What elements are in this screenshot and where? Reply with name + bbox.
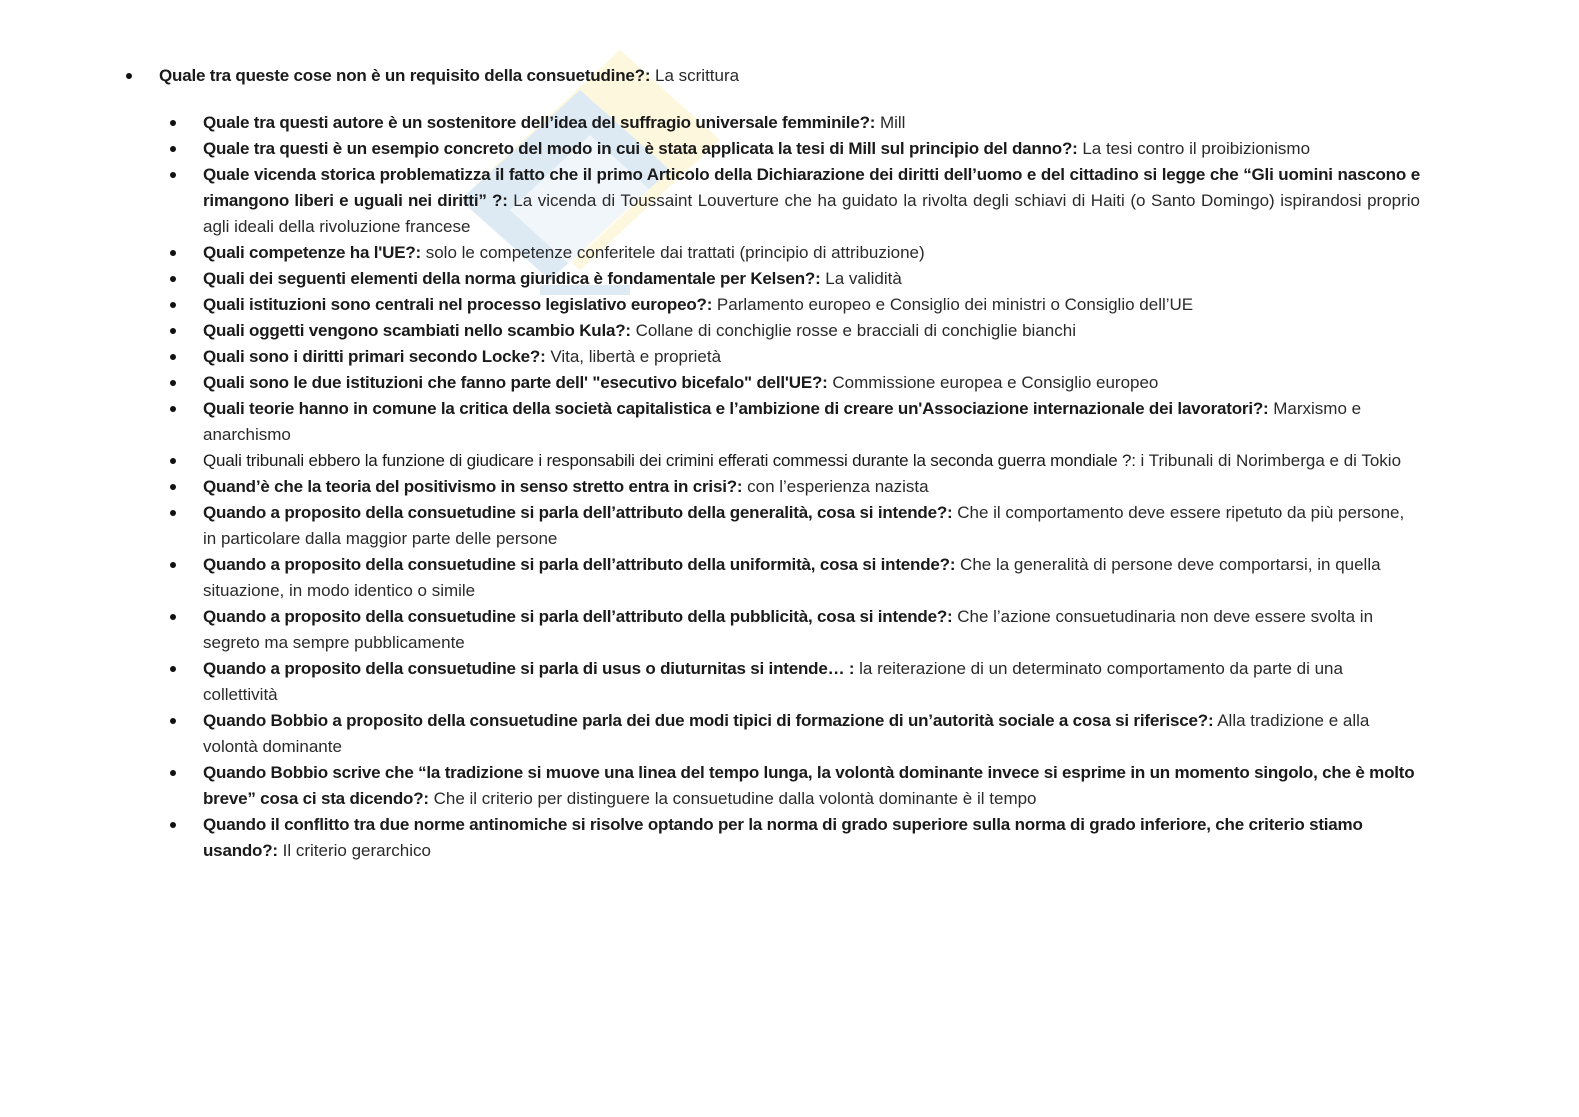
question-list [170, 110, 1420, 864]
answer-text: La scrittura [650, 66, 740, 85]
list-item [170, 162, 1420, 240]
list-item [126, 63, 1426, 89]
answer-text: Che l’azione consuetudinaria non deve essere svolta in segreto ma sempre pubblicamente [203, 607, 1374, 652]
question-text: Quando a proposito della consuetudine si parla dell’attributo della generalità, cosa si intende?: [203, 503, 953, 522]
bullet-icon [170, 406, 176, 412]
question-text: Quale tra questi è un esempio concreto del modo in cui è stata applicata la tesi di Mill sul principio del danno?: [203, 139, 1078, 158]
bullet-icon [170, 510, 176, 516]
question-text: Quando a proposito della consuetudine si parla dell’attributo della uniformità, cosa si intende?: [203, 555, 956, 574]
question-text: Quand’è che la teoria del positivismo in senso stretto entra in crisi?: [203, 477, 743, 496]
question-text: Quali sono le due istituzioni che fanno parte dell' "esecutivo bicefalo" dell'UE?: [203, 373, 828, 392]
bullet-icon [126, 73, 132, 79]
list-item [170, 344, 1420, 370]
question-text: Quale tra queste cose non è un requisito della consuetudine?: [159, 66, 651, 85]
question-text: Quali competenze ha l'UE?: [203, 243, 421, 262]
question-text: Quali oggetti vengono scambiati nello scambio Kula?: [203, 321, 631, 340]
answer-text: Commissione europea e Consiglio europeo [827, 373, 1159, 392]
answer-text: la reiterazione di un determinato comportamento da parte di una collettività [203, 659, 1343, 704]
bullet-icon [170, 770, 176, 776]
answer-text: Che il comportamento deve essere ripetuto da più persone, in particolare dalla maggior parte delle persone [203, 503, 1405, 548]
list-item [170, 318, 1420, 344]
list-item [170, 136, 1420, 162]
list-item [170, 240, 1420, 266]
bullet-icon [170, 146, 176, 152]
question-text: Quali dei seguenti elementi della norma giuridica è fondamentale per Kelsen?: [203, 269, 821, 288]
answer-text: Collane di conchiglie rosse e bracciali di conchiglie bianchi [630, 321, 1076, 340]
bullet-icon [170, 250, 176, 256]
answer-text: Parlamento europeo e Consiglio dei ministri o Consiglio dell’UE [712, 295, 1194, 314]
question-text: Quali sono i diritti primari secondo Locke?: [203, 347, 546, 366]
answer-text: Che la generalità di persone deve comportarsi, in quella situazione, in modo identico o simile [203, 555, 1381, 600]
answer-text: La tesi contro il proibizionismo [1077, 139, 1311, 158]
bullet-icon [170, 354, 176, 360]
list-item [170, 656, 1420, 708]
question-text: Quando a proposito della consuetudine si parla dell’attributo della pubblicità, cosa si intende?: [203, 607, 953, 626]
list-item [170, 266, 1420, 292]
question-text: Quando Bobbio a proposito della consuetudine parla dei due modi tipici di formazione di un’autorità sociale a cosa si riferisce?: [203, 711, 1214, 730]
answer-text: Marxismo e anarchismo [203, 399, 1362, 444]
list-item [170, 760, 1420, 812]
list-item [170, 708, 1420, 760]
bullet-icon [170, 120, 176, 126]
bullet-icon [170, 822, 176, 828]
answer-text: i Tribunali di Norimberga e di Tokio [1135, 451, 1402, 470]
list-item [170, 552, 1420, 604]
answer-text: La vicenda di Toussaint Louverture che ha guidato la rivolta degli schiavi di Haiti (o Santo Domingo) ispirandosi proprio agli ideali della rivoluzione francese [203, 191, 1421, 236]
question-text: Quale tra questi autore è un sostenitore dell’idea del suffragio universale femminile?: [203, 113, 876, 132]
question-text: Quali tribunali ebbero la funzione di giudicare i responsabili dei crimini efferati commessi durante la seconda guerra mondiale ?: [203, 451, 1136, 470]
bullet-icon [170, 276, 176, 282]
answer-text: Il criterio gerarchico [277, 841, 431, 860]
bullet-icon [170, 172, 176, 178]
question-text: Quando Bobbio scrive che “la tradizione si muove una linea del tempo lunga, la volontà dominante invece si esprime in un momento singolo, che è molto breve” cosa ci sta dicendo?: [203, 763, 1415, 808]
list-item [170, 370, 1420, 396]
list-item [170, 474, 1420, 500]
answer-text: solo le competenze conferitele dai trattati (principio di attribuzione) [421, 243, 925, 262]
list-item [170, 604, 1420, 656]
bullet-icon [170, 666, 176, 672]
bullet-icon [170, 562, 176, 568]
list-item [170, 110, 1420, 136]
first-question-list [126, 63, 1426, 89]
list-item [170, 396, 1420, 448]
bullet-icon [170, 380, 176, 386]
list-item [170, 448, 1420, 474]
bullet-icon [170, 614, 176, 620]
answer-text: La validità [820, 269, 902, 288]
bullet-icon [170, 458, 176, 464]
answer-text: Che il criterio per distinguere la consuetudine dalla volontà dominante è il tempo [428, 789, 1037, 808]
question-text: Quando a proposito della consuetudine si parla di usus o diuturnitas si intende… : [203, 659, 855, 678]
answer-text: Mill [875, 113, 906, 132]
bullet-icon [170, 718, 176, 724]
list-item [170, 812, 1420, 864]
list-item [170, 292, 1420, 318]
answer-text: Alla tradizione e alla volontà dominante [203, 711, 1370, 756]
question-text: Quali teorie hanno in comune la critica della società capitalistica e l’ambizione di creare un'Associazione internazionale dei lavoratori?: [203, 399, 1269, 418]
question-text: Quando il conflitto tra due norme antinomiche si risolve optando per la norma di grado superiore sulla norma di grado inferiore, che criterio stiamo usando?: [203, 815, 1363, 860]
question-text: Quali istituzioni sono centrali nel processo legislativo europeo?: [203, 295, 713, 314]
answer-text: con l’esperienza nazista [742, 477, 929, 496]
list-item [170, 500, 1420, 552]
bullet-icon [170, 328, 176, 334]
bullet-icon [170, 484, 176, 490]
answer-text: Vita, libertà e proprietà [545, 347, 722, 366]
bullet-icon [170, 302, 176, 308]
question-text: Quale vicenda storica problematizza il fatto che il primo Articolo della Dichiarazione dei diritti dell’uomo e del cittadino si legge che “Gli uomini nascono e rimangono liberi e uguali nei diritti” ?: [203, 165, 1420, 210]
